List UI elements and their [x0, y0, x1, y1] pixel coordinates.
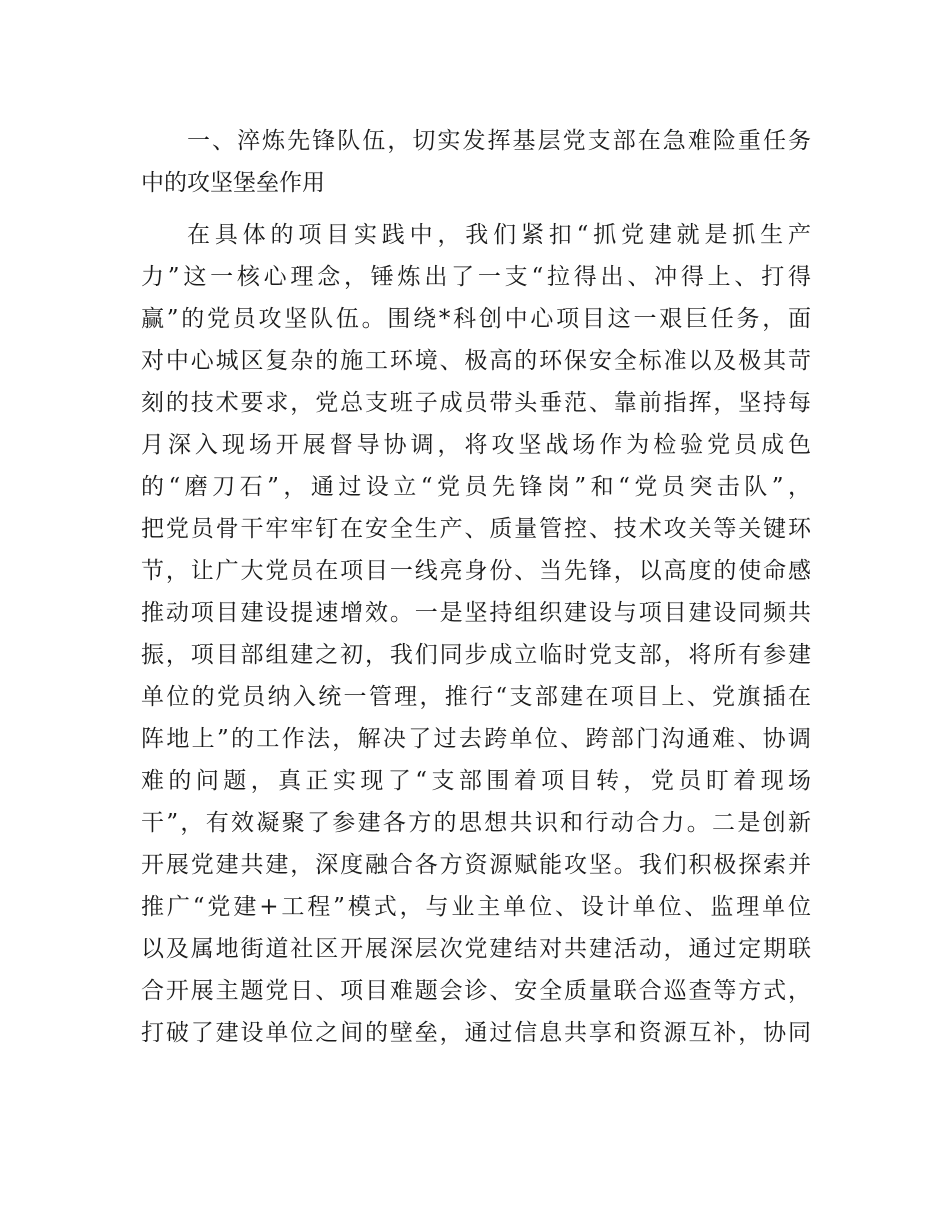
- heading-line: 一、淬炼先锋队伍，切实发挥基层党支部在急难险重任务: [187, 128, 811, 154]
- paragraph-line: 刻的技术要求，党总支班子成员带头垂范、靠前指挥，坚持每: [141, 390, 811, 416]
- paragraph-line: 单位的党员纳入统一管理，推行“支部建在项目上、党旗插在: [141, 684, 811, 710]
- paragraph-line: 把党员骨干牢牢钉在安全生产、质量管控、技术攻关等关键环: [141, 516, 811, 542]
- heading-line: 中的攻坚堡垒作用: [141, 170, 325, 196]
- paragraph-line: 推动项目建设提速增效。一是坚持组织建设与项目建设同频共: [141, 600, 811, 626]
- paragraph-line: 节，让广大党员在项目一线亮身份、当先锋，以高度的使命感: [141, 558, 811, 584]
- paragraph-line: 阵地上”的工作法，解决了过去跨单位、跨部门沟通难、协调: [141, 726, 811, 752]
- paragraph-line: 推广“党建+工程”模式，与业主单位、设计单位、监理单位: [141, 894, 811, 920]
- paragraph-line: 对中心城区复杂的施工环境、极高的环保安全标准以及极其苛: [141, 348, 811, 374]
- paragraph-line: 振，项目部组建之初，我们同步成立临时党支部，将所有参建: [141, 642, 811, 668]
- paragraph-line: 力”这一核心理念，锤炼出了一支“拉得出、冲得上、打得: [141, 264, 811, 290]
- paragraph-line: 以及属地街道社区开展深层次党建结对共建活动，通过定期联: [141, 936, 811, 962]
- body-paragraph: [141, 214, 811, 1054]
- paragraph-line: 赢”的党员攻坚队伍。围绕*科创中心项目这一艰巨任务，面: [141, 306, 811, 332]
- paragraph-line: 干”，有效凝聚了参建各方的思想共识和行动合力。二是创新: [141, 810, 811, 836]
- paragraph-line: 开展党建共建，深度融合各方资源赋能攻坚。我们积极探索并: [141, 852, 811, 878]
- paragraph-line: 月深入现场开展督导协调，将攻坚战场作为检验党员成色: [141, 432, 811, 458]
- paragraph-line: 难的问题，真正实现了“支部围着项目转，党员盯着现场: [141, 768, 811, 794]
- section-heading: [141, 120, 811, 204]
- paragraph-line: 在具体的项目实践中，我们紧扣“抓党建就是抓生产: [187, 222, 811, 248]
- paragraph-line: 的“磨刀石”，通过设立“党员先锋岗”和“党员突击队”，: [141, 474, 811, 500]
- paragraph-line: 打破了建设单位之间的壁垒，通过信息共享和资源互补，协同: [141, 1020, 811, 1046]
- paragraph-line: 合开展主题党日、项目难题会诊、安全质量联合巡查等方式，: [141, 978, 811, 1004]
